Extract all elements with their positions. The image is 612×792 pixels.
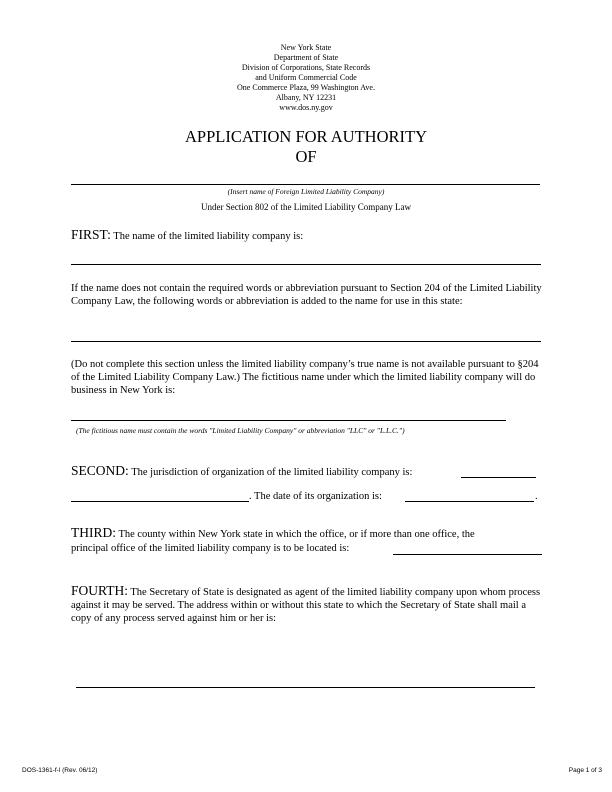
fictitious-name-paragraph: (Do not complete this section unless the limited liability company’s true name is not available pursuant to §204 of the Limited Liability Company Law.) The fictitious name under which the limited liability company will do business in New York is: — [71, 359, 539, 396]
name-requirement-paragraph: If the name does not contain the required words or abbreviation pursuant to Section 204 of the Limited Liability Company Law, the following words or abbreviation is added to the name for use in this state: — [71, 283, 542, 307]
fictitious-name-note: (The fictitious name must contain the words "Limited Liability Company" or abbreviation "LLC" or "L.L.C.") — [76, 426, 405, 435]
first-label: FIRST: — [71, 227, 111, 242]
organization-date-end: . — [535, 491, 538, 502]
third-section — [71, 526, 475, 541]
under-section-text: Under Section 802 of the Limited Liability Company Law — [201, 202, 411, 212]
fourth-label: FOURTH: — [71, 583, 128, 598]
header-line: Division of Corporations, State Records — [241, 63, 371, 72]
fourth-text: The Secretary of State is designated as agent of the limited liability company upon whom process against it may be served. The address within or without this state to which the Secretary of State shall mail a copy of any process served against him or her is: — [71, 587, 541, 624]
second-section — [71, 464, 412, 479]
header-line: Albany, NY 12231 — [275, 93, 337, 102]
process-address-field[interactable] — [76, 687, 535, 688]
jurisdiction-field-continued[interactable] — [71, 501, 249, 502]
title-line-1: APPLICATION FOR AUTHORITY — [184, 127, 427, 146]
agency-header — [0, 43, 612, 113]
header-line: and Uniform Commercial Code — [255, 73, 357, 82]
header-line: www.dos.ny.gov — [279, 103, 333, 112]
added-words-field[interactable] — [71, 341, 541, 342]
llc-name-field[interactable] — [71, 264, 541, 265]
fourth-section — [71, 584, 541, 625]
first-text: The name of the limited liability company is: — [113, 231, 304, 242]
page-number: Page 1 of 3 — [568, 767, 602, 774]
form-id: DOS-1361-f-l (Rev. 06/12) — [22, 767, 98, 774]
fictitious-name-field[interactable] — [71, 420, 506, 421]
second-label: SECOND: — [71, 463, 129, 478]
header-line: New York State — [280, 43, 332, 52]
header-line: One Commerce Plaza, 99 Washington Ave. — [237, 83, 375, 92]
header-line: Department of State — [273, 53, 339, 62]
jurisdiction-field[interactable] — [461, 477, 536, 478]
first-section — [71, 228, 303, 243]
company-name-field[interactable] — [71, 184, 540, 185]
title-line-2: OF — [295, 147, 317, 166]
second-text: The jurisdiction of organization of the limited liability company is: — [131, 467, 413, 478]
county-field[interactable] — [393, 554, 542, 555]
company-name-caption: (Insert name of Foreign Limited Liability Company) — [227, 187, 385, 196]
third-label: THIRD: — [71, 525, 116, 540]
organization-date-text: . The date of its organization is: — [249, 491, 382, 502]
third-text-2: principal office of the limited liability company is to be located is: — [71, 543, 350, 554]
form-title — [0, 127, 612, 167]
organization-date-field[interactable] — [405, 501, 534, 502]
third-text-1: The county within New York state in which the office, or if more than one office, the — [118, 529, 475, 540]
